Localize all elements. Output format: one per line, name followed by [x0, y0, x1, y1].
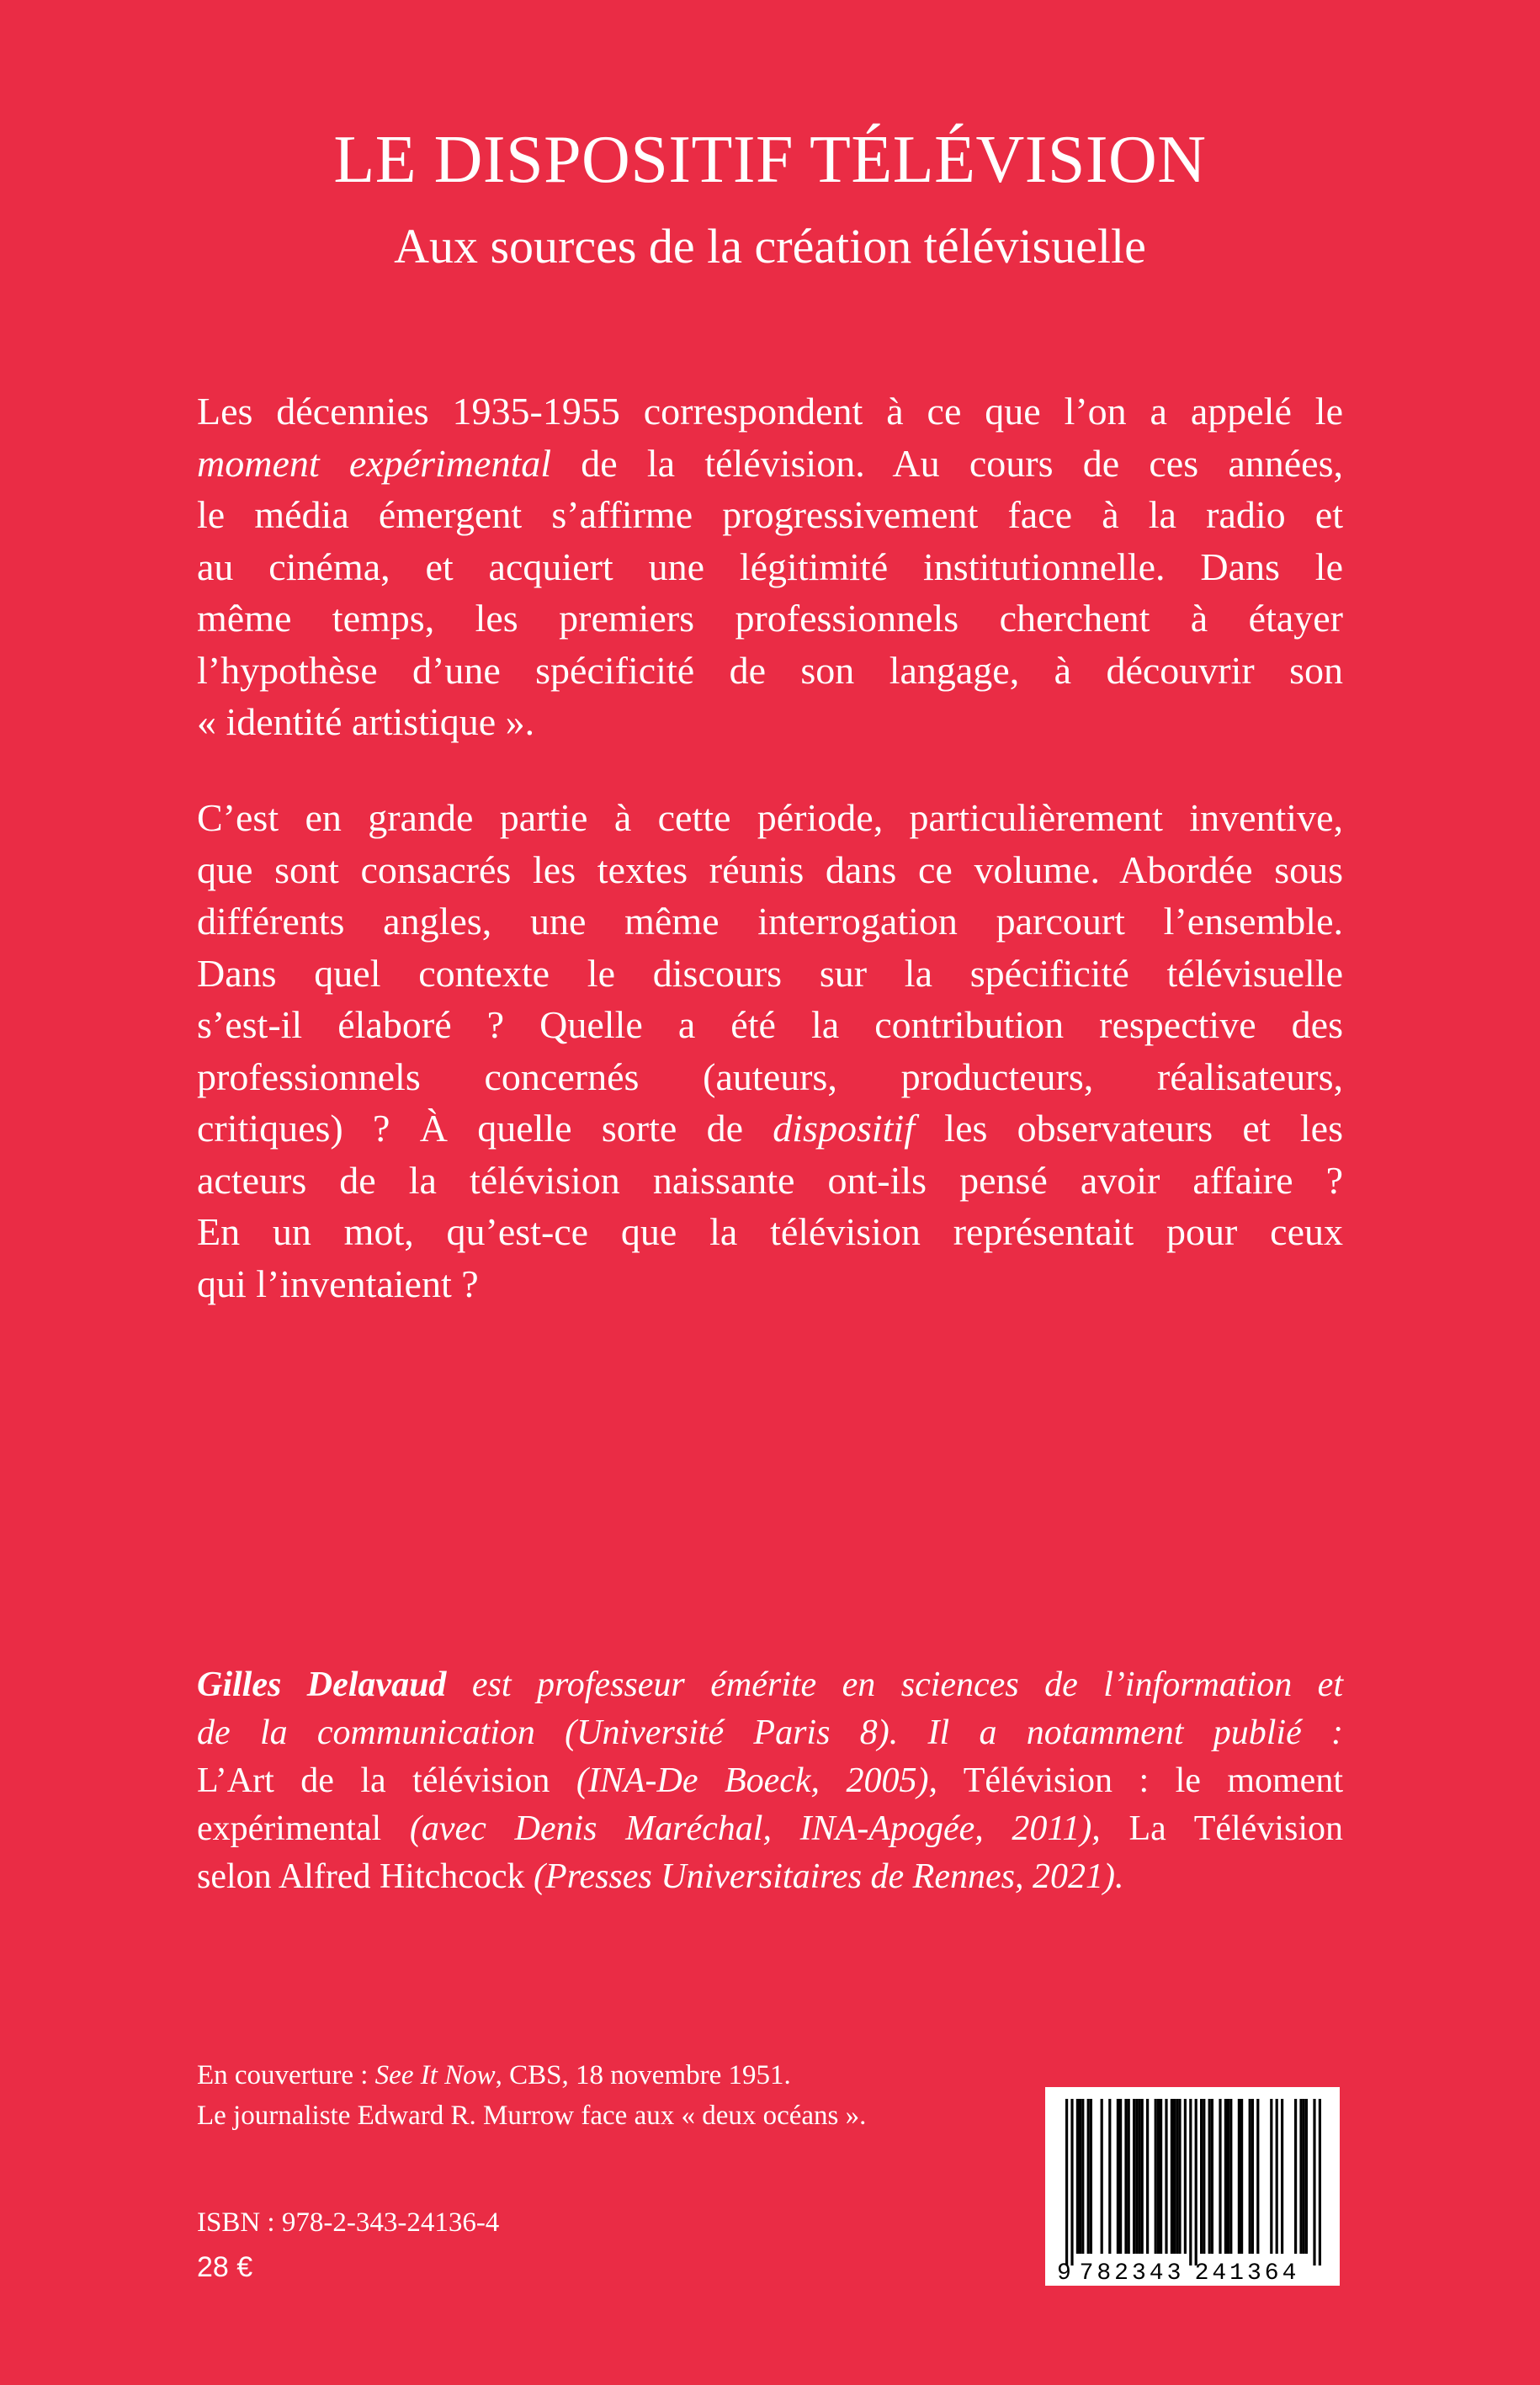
barcode-bar — [1281, 2099, 1283, 2254]
summary-paragraph-1 — [197, 385, 1343, 748]
text-fragment: , CBS, 18 novembre 1951. — [495, 2060, 791, 2090]
barcode-bar — [1117, 2099, 1119, 2254]
barcode-bar — [1124, 2099, 1127, 2254]
barcode — [1045, 2087, 1340, 2286]
barcode-bar — [1165, 2099, 1167, 2254]
text-line: acteurs de la télévision naissante ont-ils pensé avoir affaire ? — [197, 1158, 1343, 1202]
text-line: Dans quel contexte le discours sur la spécificité télévisuelle — [197, 951, 1343, 995]
barcode-bar — [1138, 2099, 1140, 2254]
barcode-bar — [1227, 2099, 1229, 2254]
book-ref-publisher: (avec Denis Maréchal, INA-Apogée, 2011), — [409, 1809, 1101, 1848]
barcode-bar — [1146, 2099, 1149, 2254]
barcode-bar — [1211, 2099, 1213, 2254]
barcode-bar — [1276, 2099, 1278, 2254]
credit-line-1 — [197, 2055, 866, 2096]
text-fragment: critiques) ? À quelle sorte de — [197, 1107, 773, 1150]
barcode-bar — [1219, 2099, 1221, 2254]
barcode-bar — [1087, 2099, 1090, 2254]
barcode-bar — [1270, 2099, 1272, 2254]
barcode-bar — [1229, 2099, 1232, 2254]
text-line — [197, 1757, 1343, 1805]
text-line — [197, 1805, 1343, 1853]
barcode-right-digits: 241364 — [1194, 2260, 1300, 2286]
text-line: différents angles, une même interrogation parcourt l’ensemble. — [197, 900, 1343, 943]
text-fragment: En couverture : — [197, 2060, 375, 2090]
cover-credit — [197, 2055, 866, 2136]
barcode-bar — [1256, 2099, 1259, 2254]
barcode-bar — [1173, 2099, 1176, 2254]
barcode-graphic — [1045, 2087, 1340, 2286]
book-title: LE DISPOSITIF TÉLÉVISION — [333, 123, 1207, 197]
barcode-bar — [1251, 2099, 1254, 2254]
summary-paragraph-2 — [197, 792, 1343, 1309]
barcode-bar — [1178, 2099, 1181, 2254]
author-bio — [197, 1661, 1343, 1901]
barcode-bar — [1079, 2099, 1081, 2254]
barcode-bar — [1313, 2099, 1315, 2265]
barcode-bar — [1176, 2099, 1178, 2254]
barcode-bar — [1108, 2099, 1111, 2254]
barcode-bar — [1249, 2099, 1251, 2254]
barcode-bar — [1128, 2099, 1130, 2254]
italic-phrase: dispositif — [773, 1107, 915, 1150]
barcode-bar — [1070, 2099, 1073, 2265]
text-line — [197, 1661, 1343, 1709]
barcode-bar — [1076, 2099, 1079, 2254]
barcode-bar — [1319, 2099, 1321, 2265]
text-line: l’hypothèse d’une spécificité de son langage, à découvrir son — [197, 648, 1343, 692]
barcode-bar — [1135, 2099, 1138, 2254]
text-line: au cinéma, et acquiert une légitimité institutionnelle. Dans le — [197, 544, 1343, 588]
book-ref-title: Télévision : le moment — [937, 1761, 1343, 1800]
text-line: que sont consacrés les textes réunis dans ce volume. Abordée sous — [197, 847, 1343, 891]
barcode-bar — [1200, 2099, 1203, 2254]
book-ref-title: selon Alfred Hitchcock — [197, 1857, 534, 1896]
barcode-bar — [1203, 2099, 1205, 2254]
barcode-bar — [1065, 2099, 1068, 2265]
barcode-bar — [1160, 2099, 1162, 2254]
barcode-bar — [1171, 2099, 1173, 2254]
barcode-first-digit: 9 — [1057, 2260, 1071, 2286]
text-line: En un mot, qu’est-ce que la télévision représentait pour ceux — [197, 1210, 1343, 1253]
barcode-bar — [1133, 2099, 1135, 2254]
barcode-bar — [1294, 2099, 1297, 2254]
barcode-bar — [1101, 2099, 1103, 2254]
barcode-bar — [1090, 2099, 1092, 2254]
barcode-bar — [1157, 2099, 1160, 2254]
credit-work-title: See It Now — [374, 2060, 496, 2090]
text-fragment: les observateurs et les — [915, 1107, 1343, 1150]
text-line: C’est en grande partie à cette période, particulièrement inventive, — [197, 796, 1343, 839]
text-line: s’est-il élaboré ? Quelle a été la contribution respective des — [197, 1003, 1343, 1046]
barcode-bar — [1305, 2099, 1308, 2254]
barcode-bar — [1141, 2099, 1144, 2254]
book-ref-publisher: (INA-De Boeck, 2005), — [576, 1761, 937, 1800]
barcode-bar — [1208, 2099, 1211, 2254]
barcode-bars — [1065, 2099, 1321, 2265]
text-line: professionnels concernés (auteurs, producteurs, réalisateurs, — [197, 1054, 1343, 1098]
barcode-bar — [1081, 2099, 1084, 2254]
text-line: le média émergent s’affirme progressivement face à la radio et — [197, 493, 1343, 536]
barcode-bar — [1224, 2099, 1227, 2254]
book-ref-title: L’Art de la télévision — [197, 1761, 576, 1800]
text-line: qui l’inventaient ? — [197, 1262, 479, 1305]
barcode-bar — [1119, 2099, 1122, 2254]
text-line: de la communication (Université Paris 8). Il a notamment publié : — [197, 1713, 1343, 1752]
text-line — [197, 438, 1343, 490]
barcode-bar — [1299, 2099, 1302, 2254]
text-fragment: est professeur émérite en sciences de l’information et — [446, 1665, 1343, 1704]
isbn-text: ISBN : 978-2-343-24136-4 — [197, 2207, 500, 2238]
text-line: même temps, les premiers professionnels cherchent à étayer — [197, 597, 1343, 640]
barcode-left-digits: 782343 — [1079, 2260, 1185, 2286]
author-name: Gilles Delavaud — [197, 1665, 447, 1704]
barcode-bar — [1195, 2099, 1197, 2265]
barcode-bar — [1155, 2099, 1157, 2254]
barcode-bar — [1240, 2099, 1243, 2254]
barcode-bar — [1184, 2099, 1187, 2254]
text-line — [197, 1102, 1343, 1155]
book-ref-title: expérimental — [197, 1809, 410, 1848]
book-subtitle: Aux sources de la création télévisuelle — [394, 219, 1146, 274]
text-fragment: de la télévision. Au cours de ces années, — [551, 441, 1343, 485]
credit-line-2: Le journaliste Edward R. Murrow face aux « deux océans ». — [197, 2101, 867, 2131]
price-text: 28 € — [197, 2251, 253, 2283]
text-line: « identité artistique ». — [197, 700, 535, 743]
text-line — [197, 1853, 1343, 1901]
book-ref-publisher: (Presses Universitaires de Rennes, 2021). — [534, 1857, 1124, 1896]
barcode-bar — [1303, 2099, 1305, 2254]
italic-phrase: moment expérimental — [197, 441, 552, 485]
text-line: Les décennies 1935-1955 correspondent à ce que l’on a appelé le — [197, 390, 1343, 433]
book-ref-title: La Télévision — [1100, 1809, 1343, 1848]
barcode-bar — [1189, 2099, 1192, 2265]
barcode-bar — [1238, 2099, 1240, 2254]
